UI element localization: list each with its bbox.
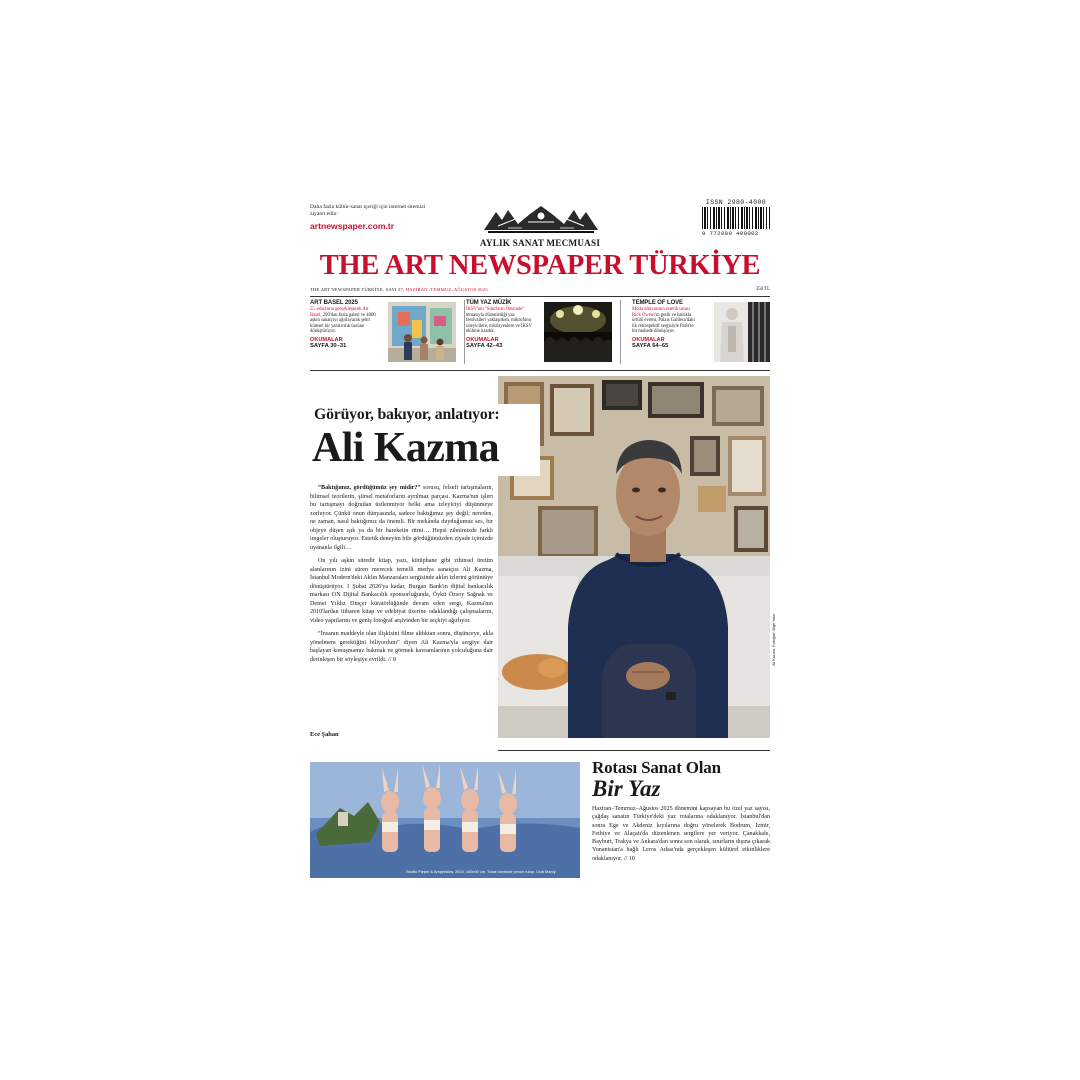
- teaser-section: OKUMALAR: [632, 336, 665, 343]
- issue-line: [310, 287, 488, 292]
- teaser-page: SAYFA 30–31: [310, 342, 347, 349]
- rick-owens-photo: [714, 302, 770, 362]
- teaser-category: TEMPLE OF LOVE: [632, 300, 683, 306]
- price: 350 TL: [755, 287, 770, 292]
- article-paragraph: On yılı aşkın süredir kitap, yazı, kütüphane gibi zihinsel üretim alanlarının izini süren merecek temelli medya sanatçısı Ali Kazma, İstanbul Modern'deki Aklın Manzaraları sergisinde aklın izlerini görüntüye dönüştürüyor. 1 Şubat 2026'ya kadar, Burgan Bank'ın dijital bankacılık markası ON Dijital Bankacılık sponsorluğunda, Öykü Özsoy Sağnak ve Demet Yıldız Dinçer küratörlüğünde devam eden sergi, Kazma'nın 2010'lardan itibaren kitap ve edebiyat üzerine odaklandığı çalışmalarını, video yapıtlarını ve geniş fotoğraf arşivinden bir seçkiyi ağırlıyor.: [310, 558, 493, 624]
- website-promo-text: Daha fazla kültür-sanat içeriği için internet sitemizi ziyaret edin:: [310, 204, 426, 217]
- article-paragraph: [310, 484, 493, 552]
- bottom-headline: Rotası Sanat Olan: [592, 758, 721, 777]
- newspaper-title: THE ART NEWSPAPER TÜRKİYE: [319, 250, 761, 281]
- bottom-article: Haziran–Temmuz–Ağustos 2025 dönemini kapsayan bu özel yaz sayısı, çağdaş sanatın Türkiye'deki yaz rotalarına odaklanıyor. İstanbul'dan sonra Ege ve Akdeniz kıyılarına doğru yönelerek Bodrum, İzmir, Fethiye ve Alaçatı'da düzenlenen sergilere yer veriyor. Çanakkale, Bayburt, Trakya ve Ankara'dan sonra son olarak, sınırların dışına çıkarak Yunanistan'a bağlı Leros Adası'nda gerçekleşen kültürel etkinliklere odaklanıyor. // 10: [592, 806, 770, 862]
- teaser-text-body: 'ın gotik ve barokla örtülü evreni, Palais Galliera'daki ilk retrospektif sergisiyle Paris'te bir mabede dönüşüyor.: [632, 312, 695, 335]
- divider: [498, 750, 770, 751]
- painting-caption: Studio Pieper & Amperslöw, 2024, 160x90 cm. Tuval üzerinde pench rulop. Club Marcy: [406, 869, 556, 874]
- byline: Ece Şahan: [310, 731, 339, 738]
- column-divider: [464, 300, 465, 364]
- teaser-category: ART BASEL 2025: [310, 300, 358, 306]
- bottom-headline-italic: Bir Yaz: [592, 776, 661, 801]
- newspaper-cover: [310, 196, 776, 886]
- article-text: sorusu, felsefi tartışmaların, bilimsel teorilerin, şiirsel metaforların ayrılmaz parçası. Kazma'nın işleri bu tartışmayı doğrudan üstlenmiyor belki ama izleyiciyi düşünmeye zorluyor. Çünkü onun dünyasında, sadece baktığımız şey değil; nereden, ne zaman, nasıl baktığımız da önemli. Bir mekânda duyduğumuz ses, bir objeye düşen ışık ya da bir hareketin ritmi… Hepsi zihnimizde farklı imgeler oluşturuyor. Estetik deneyim bile gördüğümüzden ziyade içimizde uyananla ilgili…: [310, 485, 493, 551]
- article-paragraph: “İnsanın maddeyle olan ilişkisini filme aldıktan sonra, düşünceye, akla yönelmem gerektiğini biliyordum” diyen Ali Kazma'yla sergiye dair başlayan konuşmamız bakmak ve görmek kavramlarının yolculuğuna dair derinleşen bir söyleşiye evrildi. // 8: [310, 631, 493, 663]
- teaser-text: [466, 307, 532, 335]
- teaser-page: SAYFA 42–43: [466, 342, 503, 349]
- teaser-text-highlight: 55. edisyonu gerçekleşecek Art Basel,: [310, 307, 369, 318]
- article-lead: “Baktığımız, gördüğümüz şey midir?”: [318, 485, 421, 491]
- barcode-number: 9 772980 400002: [702, 230, 759, 237]
- teaser-text-highlight: Moda dünyasının estetik ustası Rick Owens: [632, 307, 690, 318]
- divider: [310, 296, 770, 297]
- art-basel-photo: [388, 302, 456, 362]
- website-link[interactable]: artnewspaper.com.tr: [310, 221, 395, 231]
- teaser-art-basel[interactable]: [310, 300, 462, 368]
- teaser-text-body: 290'dan fazla galeri ve 4000 aşkın sanatçıyı ağırlayarak şehri küresel bir yaratıcılık üssüne dönüştürüyor.: [310, 312, 376, 335]
- masthead-illustration-icon: [478, 202, 604, 236]
- column-divider: [620, 300, 621, 364]
- photo-credit: Ali Kazma. Fotoğraf: Bige Yalın: [772, 613, 776, 666]
- concert-photo: [544, 302, 612, 362]
- barcode-bars: [702, 207, 770, 229]
- teaser-iksv[interactable]: [466, 300, 618, 368]
- barcode: [702, 199, 770, 237]
- issue-dates: HAZİRAN–TEMMUZ–AĞUSTOS 2025: [405, 287, 488, 292]
- teaser-text: [310, 307, 376, 335]
- teaser-text-highlight: İKSV'nin "Sınırların Ötesinde": [466, 307, 525, 312]
- teaser-section: OKUMALAR: [310, 336, 343, 343]
- issue-number: THE ART NEWSPAPER TÜRKİYE, SAYI 37,: [310, 287, 406, 292]
- teaser-section: OKUMALAR: [466, 336, 499, 343]
- bunny-painting: [310, 762, 580, 878]
- teaser-text-body: temasıyla düzenlediği yaz festivalleri yaklaşırken, mikrofonu izleyicilere, müzisyenlere ve İKSV ekibine uzattık.: [466, 312, 532, 335]
- divider: [310, 370, 770, 371]
- teaser-category: TÜM YAZ MÜZİK: [466, 300, 512, 306]
- cover-kicker: Görüyor, bakıyor, anlatıyor:: [314, 406, 500, 423]
- cover-headline: Ali Kazma: [312, 425, 500, 471]
- masthead-subtitle: AYLIK SANAT MECMUASI: [479, 238, 601, 248]
- issn-number: ISSN 2980-4000: [705, 199, 767, 206]
- cover-article: [310, 484, 493, 669]
- teaser-text: [632, 307, 698, 335]
- teaser-rick-owens[interactable]: [632, 300, 770, 368]
- teaser-page: SAYFA 64–65: [632, 342, 669, 349]
